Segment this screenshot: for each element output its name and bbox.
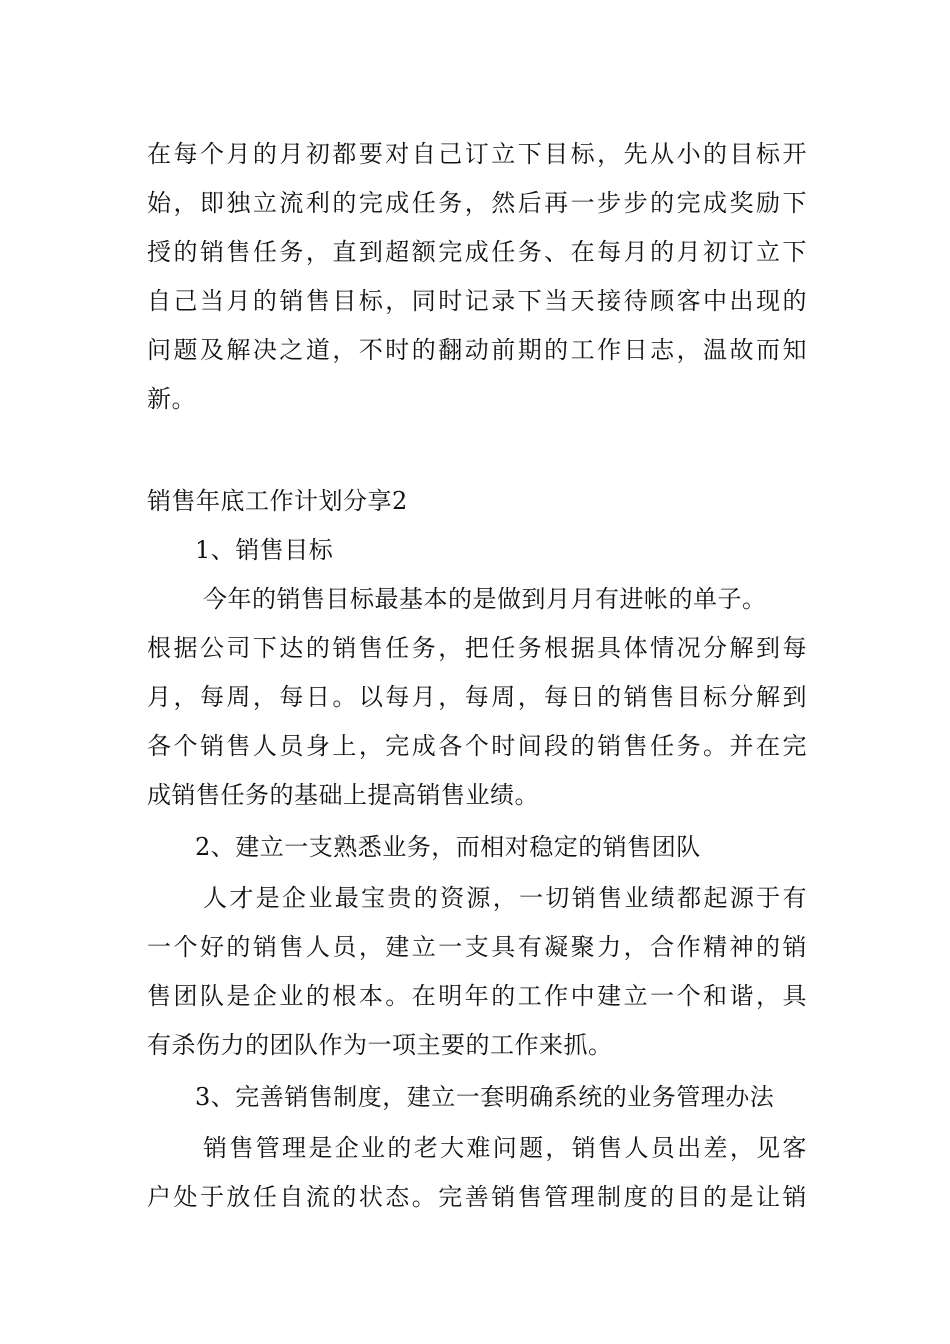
text-line: 根据公司下达的销售任务，把任务根据具体情况分解到每: [147, 634, 807, 662]
text-line: 问题及解决之道，不时的翻动前期的工作日志，温故而知: [147, 336, 807, 364]
text-line: 自己当月的销售目标，同时记录下当天接待顾客中出现的: [147, 287, 807, 315]
text-line: 在每个月的月初都要对自己订立下目标，先从小的目标开: [147, 140, 807, 168]
text-line: 成销售任务的基础上提高销售业绩。: [147, 781, 539, 809]
text-line: 始，即独立流利的完成任务，然后再一步步的完成奖励下: [147, 189, 807, 217]
subsection-title: 2、建立一支熟悉业务，而相对稳定的销售团队: [195, 833, 701, 861]
subsection-title: 1、销售目标: [195, 536, 334, 564]
text-line: 人才是企业最宝贵的资源，一切销售业绩都起源于有: [203, 884, 807, 912]
text-line: 户处于放任自流的状态。完善销售管理制度的目的是让销: [147, 1183, 807, 1211]
text-line: 新。: [147, 385, 196, 413]
text-line: 授的销售任务，直到超额完成任务、在每月的月初订立下: [147, 238, 807, 266]
text-line: 销售管理是企业的老大难问题，销售人员出差，见客: [203, 1134, 807, 1162]
text-line: 售团队是企业的根本。在明年的工作中建立一个和谐，具: [147, 982, 807, 1010]
text-line: 今年的销售目标最基本的是做到月月有进帐的单子。: [203, 585, 767, 613]
subsection-title: 3、完善销售制度，建立一套明确系统的业务管理办法: [195, 1083, 775, 1111]
text-line: 有杀伤力的团队作为一项主要的工作来抓。: [147, 1031, 613, 1059]
text-line: 月，每周，每日。以每月，每周，每日的销售目标分解到: [147, 683, 807, 711]
section-heading: 销售年底工作计划分享2: [147, 487, 408, 515]
text-line: 一个好的销售人员，建立一支具有凝聚力，合作精神的销: [147, 933, 807, 961]
text-line: 各个销售人员身上，完成各个时间段的销售任务。并在完: [147, 732, 807, 760]
